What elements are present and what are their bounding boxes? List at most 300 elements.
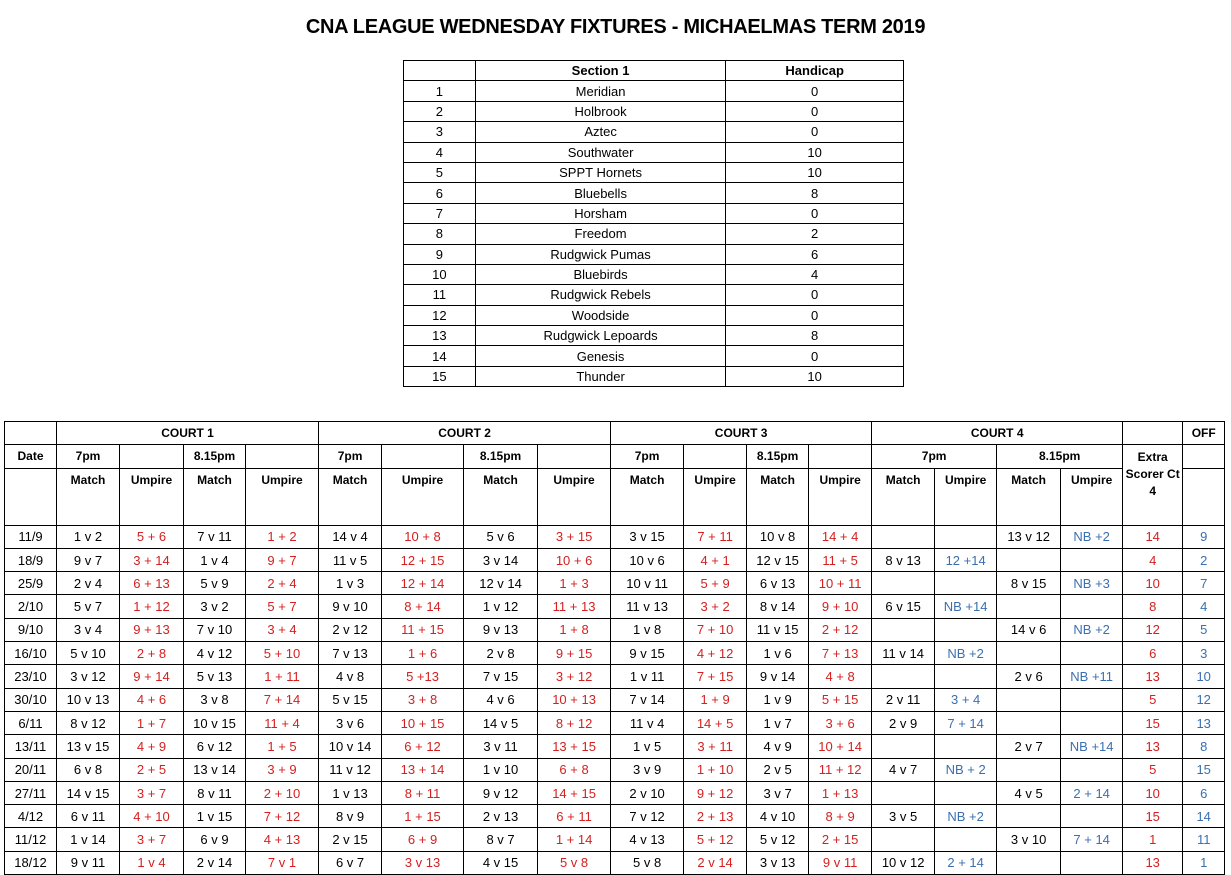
umpire-cell: NB +14 (935, 595, 997, 618)
court-4-header: COURT 4 (872, 422, 1123, 445)
fixtures-body (5, 525, 1225, 874)
umpire-cell: 9 + 13 (120, 618, 184, 641)
fixture-date: 20/11 (5, 758, 57, 781)
fixture-row (5, 805, 1225, 828)
match-cell: 3 v 6 (319, 711, 382, 734)
fixture-row (5, 688, 1225, 711)
match-header: Match (319, 468, 382, 525)
match-header: Match (57, 468, 120, 525)
match-cell: 9 v 10 (319, 595, 382, 618)
team-row (404, 142, 904, 162)
match-cell: 9 v 11 (57, 851, 120, 874)
match-cell: 1 v 6 (747, 642, 809, 665)
match-cell: 14 v 6 (997, 618, 1061, 641)
blank-header (809, 445, 872, 468)
match-cell (997, 595, 1061, 618)
team-row (404, 346, 904, 366)
fixture-row (5, 618, 1225, 641)
match-cell: 2 v 4 (57, 572, 120, 595)
team-number: 11 (404, 285, 476, 305)
fixture-row (5, 758, 1225, 781)
match-cell (997, 688, 1061, 711)
match-cell (997, 548, 1061, 571)
umpire-cell: 2 + 5 (120, 758, 184, 781)
umpire-cell: NB +2 (935, 642, 997, 665)
team-handicap: 0 (726, 203, 904, 223)
blank-header (1183, 468, 1225, 525)
umpire-cell (935, 735, 997, 758)
match-cell: 4 v 8 (319, 665, 382, 688)
date-header: Date (5, 445, 57, 468)
off-cell: 8 (1183, 735, 1225, 758)
umpire-cell: 3 + 6 (809, 711, 872, 734)
match-cell: 9 v 13 (464, 618, 538, 641)
umpire-cell: 14 + 4 (809, 525, 872, 548)
extra-scorer-cell: 5 (1123, 688, 1183, 711)
team-number: 9 (404, 244, 476, 264)
off-cell: 7 (1183, 572, 1225, 595)
fixture-row (5, 572, 1225, 595)
umpire-cell: 1 + 11 (246, 665, 319, 688)
team-handicap: 0 (726, 81, 904, 101)
c4-815-header: 8.15pm (997, 445, 1123, 468)
umpire-header: Umpire (120, 468, 184, 525)
fixture-date: 2/10 (5, 595, 57, 618)
team-name: Genesis (475, 346, 725, 366)
umpire-cell: 5 + 7 (246, 595, 319, 618)
umpire-cell: NB +11 (1061, 665, 1123, 688)
umpire-cell: 5 + 6 (120, 525, 184, 548)
team-name: Rudgwick Rebels (475, 285, 725, 305)
match-header: Match (872, 468, 935, 525)
match-cell (872, 618, 935, 641)
match-cell: 10 v 11 (611, 572, 684, 595)
extra-scorer-cell: 4 (1123, 548, 1183, 571)
c1-7pm-header: 7pm (57, 445, 120, 468)
match-cell: 11 v 14 (872, 642, 935, 665)
match-cell: 2 v 13 (464, 805, 538, 828)
umpire-cell: 1 v 4 (120, 851, 184, 874)
match-cell: 5 v 12 (747, 828, 809, 851)
extra-scorer-cell: 10 (1123, 781, 1183, 804)
team-row (404, 162, 904, 182)
umpire-cell: 1 + 13 (809, 781, 872, 804)
umpire-cell: 9 v 11 (809, 851, 872, 874)
handicap-header: Handicap (726, 61, 904, 81)
umpire-cell: 8 + 12 (538, 711, 611, 734)
courts-header-row (5, 422, 1225, 445)
umpire-cell: 5 +13 (382, 665, 464, 688)
blank-header (538, 445, 611, 468)
umpire-cell (1061, 711, 1123, 734)
umpire-cell: 11 + 15 (382, 618, 464, 641)
team-row (404, 285, 904, 305)
umpire-cell: 1 + 2 (246, 525, 319, 548)
team-handicap: 0 (726, 101, 904, 121)
match-cell: 5 v 10 (57, 642, 120, 665)
match-cell: 1 v 10 (464, 758, 538, 781)
umpire-cell: 11 + 12 (809, 758, 872, 781)
match-cell: 3 v 12 (57, 665, 120, 688)
team-number: 12 (404, 305, 476, 325)
team-handicap: 0 (726, 122, 904, 142)
umpire-cell: 13 + 14 (382, 758, 464, 781)
match-header: Match (611, 468, 684, 525)
umpire-cell: 2 + 14 (935, 851, 997, 874)
team-number: 14 (404, 346, 476, 366)
umpire-cell: 11 + 13 (538, 595, 611, 618)
umpire-cell: 4 + 1 (684, 548, 747, 571)
blank-header (5, 468, 57, 525)
match-cell: 10 v 8 (747, 525, 809, 548)
umpire-cell: 4 + 6 (120, 688, 184, 711)
fixture-row (5, 711, 1225, 734)
team-name: Woodside (475, 305, 725, 325)
umpire-cell (935, 781, 997, 804)
corner-cell (5, 422, 57, 445)
team-handicap: 10 (726, 366, 904, 386)
team-name: Aztec (475, 122, 725, 142)
umpire-cell: 5 + 9 (684, 572, 747, 595)
fixture-date: 6/11 (5, 711, 57, 734)
umpire-cell: 4 + 9 (120, 735, 184, 758)
umpire-cell: 1 + 15 (382, 805, 464, 828)
match-cell: 1 v 3 (319, 572, 382, 595)
team-number: 7 (404, 203, 476, 223)
umpire-cell: 3 + 12 (538, 665, 611, 688)
umpire-cell: 10 + 14 (809, 735, 872, 758)
fixture-row (5, 642, 1225, 665)
umpire-cell (1061, 851, 1123, 874)
match-cell: 9 v 15 (611, 642, 684, 665)
fixture-row (5, 595, 1225, 618)
match-cell: 1 v 15 (184, 805, 246, 828)
umpire-cell: 8 + 9 (809, 805, 872, 828)
umpire-cell: 2 + 12 (809, 618, 872, 641)
fixture-row (5, 525, 1225, 548)
umpire-cell: 3 v 13 (382, 851, 464, 874)
umpire-cell: NB +2 (935, 805, 997, 828)
extra-scorer-cell: 10 (1123, 572, 1183, 595)
match-cell: 11 v 5 (319, 548, 382, 571)
match-cell: 3 v 15 (611, 525, 684, 548)
umpire-cell: 3 + 7 (120, 828, 184, 851)
match-cell: 2 v 9 (872, 711, 935, 734)
match-cell: 10 v 12 (872, 851, 935, 874)
umpire-cell: 6 + 12 (382, 735, 464, 758)
match-cell: 4 v 13 (611, 828, 684, 851)
umpire-cell: 9 + 15 (538, 642, 611, 665)
match-cell: 3 v 5 (872, 805, 935, 828)
team-handicap: 6 (726, 244, 904, 264)
umpire-cell: 6 + 11 (538, 805, 611, 828)
fixture-row (5, 851, 1225, 874)
umpire-cell: 4 + 10 (120, 805, 184, 828)
match-cell: 7 v 14 (611, 688, 684, 711)
umpire-cell: 3 + 15 (538, 525, 611, 548)
match-cell: 13 v 15 (57, 735, 120, 758)
umpire-cell (1061, 595, 1123, 618)
umpire-cell: 1 + 8 (538, 618, 611, 641)
fixture-row (5, 828, 1225, 851)
umpire-cell: 2 v 14 (684, 851, 747, 874)
umpire-cell: 4 + 13 (246, 828, 319, 851)
umpire-cell (935, 525, 997, 548)
team-handicap: 8 (726, 326, 904, 346)
off-cell: 15 (1183, 758, 1225, 781)
match-cell: 7 v 15 (464, 665, 538, 688)
match-cell: 4 v 12 (184, 642, 246, 665)
match-cell (872, 525, 935, 548)
match-cell: 10 v 15 (184, 711, 246, 734)
team-number: 4 (404, 142, 476, 162)
umpire-cell: 3 + 7 (120, 781, 184, 804)
match-cell: 8 v 7 (464, 828, 538, 851)
umpire-cell (1061, 548, 1123, 571)
umpire-cell: NB +14 (1061, 735, 1123, 758)
fixture-date: 11/12 (5, 828, 57, 851)
match-cell: 1 v 8 (611, 618, 684, 641)
team-number: 10 (404, 264, 476, 284)
umpire-cell: 4 + 12 (684, 642, 747, 665)
match-cell: 8 v 9 (319, 805, 382, 828)
umpire-cell: 1 + 5 (246, 735, 319, 758)
match-cell: 9 v 14 (747, 665, 809, 688)
umpire-cell: 6 + 9 (382, 828, 464, 851)
team-name: Bluebells (475, 183, 725, 203)
off-cell: 2 (1183, 548, 1225, 571)
fixture-date: 23/10 (5, 665, 57, 688)
match-cell: 8 v 15 (997, 572, 1061, 595)
team-name: Horsham (475, 203, 725, 223)
umpire-cell (935, 828, 997, 851)
match-cell (872, 665, 935, 688)
fixture-date: 16/10 (5, 642, 57, 665)
match-cell: 2 v 7 (997, 735, 1061, 758)
umpire-cell: 9 + 14 (120, 665, 184, 688)
umpire-cell: 2 + 13 (684, 805, 747, 828)
extra-scorer-cell: 13 (1123, 851, 1183, 874)
match-header: Match (184, 468, 246, 525)
match-cell: 1 v 12 (464, 595, 538, 618)
match-cell: 4 v 5 (997, 781, 1061, 804)
umpire-cell: 11 + 5 (809, 548, 872, 571)
team-number: 15 (404, 366, 476, 386)
umpire-cell: 7 v 1 (246, 851, 319, 874)
umpire-cell: 6 + 13 (120, 572, 184, 595)
umpire-cell: 3 + 8 (382, 688, 464, 711)
umpire-cell: 12 +14 (935, 548, 997, 571)
match-cell: 3 v 11 (464, 735, 538, 758)
match-cell: 3 v 10 (997, 828, 1061, 851)
umpire-cell: 1 + 12 (120, 595, 184, 618)
umpire-cell (935, 572, 997, 595)
c2-815-header: 8.15pm (464, 445, 538, 468)
umpire-cell: 1 + 6 (382, 642, 464, 665)
match-cell: 1 v 11 (611, 665, 684, 688)
team-name: Rudgwick Lepoards (475, 326, 725, 346)
umpire-header: Umpire (809, 468, 872, 525)
umpire-cell: 6 + 8 (538, 758, 611, 781)
umpire-cell: 7 + 15 (684, 665, 747, 688)
off-cell: 14 (1183, 805, 1225, 828)
team-name: Southwater (475, 142, 725, 162)
match-cell: 3 v 8 (184, 688, 246, 711)
blank-header (1183, 445, 1225, 468)
teams-body (404, 81, 904, 387)
match-cell (997, 758, 1061, 781)
umpire-cell: 12 + 14 (382, 572, 464, 595)
team-number: 2 (404, 101, 476, 121)
umpire-cell: 8 + 14 (382, 595, 464, 618)
fixture-date: 4/12 (5, 805, 57, 828)
off-cell: 13 (1183, 711, 1225, 734)
blank-header (684, 445, 747, 468)
match-cell: 11 v 12 (319, 758, 382, 781)
match-cell: 1 v 14 (57, 828, 120, 851)
extra-scorer-cell: 15 (1123, 805, 1183, 828)
page-title: CNA LEAGUE WEDNESDAY FIXTURES - MICHAELMAS TERM 2019 (305, 16, 926, 38)
umpire-header: Umpire (684, 468, 747, 525)
team-number: 8 (404, 224, 476, 244)
match-cell: 1 v 2 (57, 525, 120, 548)
match-cell: 2 v 14 (184, 851, 246, 874)
match-cell: 1 v 7 (747, 711, 809, 734)
fixtures-table (4, 421, 1225, 875)
match-header: Match (747, 468, 809, 525)
blank-header (382, 445, 464, 468)
match-cell: 10 v 14 (319, 735, 382, 758)
umpire-cell: 14 + 5 (684, 711, 747, 734)
match-cell: 7 v 12 (611, 805, 684, 828)
fixture-date: 25/9 (5, 572, 57, 595)
team-handicap: 10 (726, 162, 904, 182)
match-cell: 11 v 4 (611, 711, 684, 734)
team-handicap: 0 (726, 285, 904, 305)
extra-scorer-header: Extra Scorer Ct 4 (1123, 445, 1183, 525)
umpire-header: Umpire (538, 468, 611, 525)
team-row (404, 122, 904, 142)
extra-scorer-cell: 8 (1123, 595, 1183, 618)
match-cell: 8 v 14 (747, 595, 809, 618)
match-cell: 2 v 8 (464, 642, 538, 665)
court-3-header: COURT 3 (611, 422, 872, 445)
times-header-row (5, 445, 1225, 468)
match-cell: 12 v 15 (747, 548, 809, 571)
umpire-cell: 3 + 2 (684, 595, 747, 618)
match-cell: 11 v 15 (747, 618, 809, 641)
match-cell: 11 v 13 (611, 595, 684, 618)
umpire-cell: 7 + 14 (246, 688, 319, 711)
match-cell: 7 v 10 (184, 618, 246, 641)
match-cell: 6 v 7 (319, 851, 382, 874)
umpire-cell: 5 + 12 (684, 828, 747, 851)
match-cell (997, 851, 1061, 874)
team-name: Rudgwick Pumas (475, 244, 725, 264)
umpire-cell: 5 + 15 (809, 688, 872, 711)
extra-scorer-cell: 6 (1123, 642, 1183, 665)
match-cell: 3 v 2 (184, 595, 246, 618)
match-cell (997, 711, 1061, 734)
match-cell: 9 v 7 (57, 548, 120, 571)
match-cell (997, 805, 1061, 828)
fixture-row (5, 665, 1225, 688)
team-row (404, 224, 904, 244)
umpire-cell: 7 + 12 (246, 805, 319, 828)
off-cell: 1 (1183, 851, 1225, 874)
umpire-cell: NB + 2 (935, 758, 997, 781)
umpire-cell: 10 + 15 (382, 711, 464, 734)
teams-num-header (404, 61, 476, 81)
match-cell: 5 v 6 (464, 525, 538, 548)
team-handicap: 4 (726, 264, 904, 284)
umpire-cell (1061, 758, 1123, 781)
off-header: OFF (1183, 422, 1225, 445)
umpire-header: Umpire (935, 468, 997, 525)
extra-scorer-cell: 15 (1123, 711, 1183, 734)
umpire-cell: 1 + 9 (684, 688, 747, 711)
umpire-header: Umpire (246, 468, 319, 525)
umpire-cell: 1 + 3 (538, 572, 611, 595)
match-cell (872, 828, 935, 851)
umpire-cell: 7 + 14 (1061, 828, 1123, 851)
umpire-cell: NB +2 (1061, 618, 1123, 641)
match-cell: 4 v 10 (747, 805, 809, 828)
c2-7pm-header: 7pm (319, 445, 382, 468)
team-row (404, 203, 904, 223)
umpire-cell: 5 + 10 (246, 642, 319, 665)
off-cell: 12 (1183, 688, 1225, 711)
umpire-cell: 2 + 8 (120, 642, 184, 665)
umpire-header: Umpire (382, 468, 464, 525)
extra-scorer-cell: 5 (1123, 758, 1183, 781)
match-cell: 5 v 9 (184, 572, 246, 595)
match-cell: 7 v 13 (319, 642, 382, 665)
match-header: Match (997, 468, 1061, 525)
team-row (404, 183, 904, 203)
umpire-cell: 7 + 14 (935, 711, 997, 734)
fixture-row (5, 548, 1225, 571)
match-cell: 9 v 12 (464, 781, 538, 804)
fixture-date: 27/11 (5, 781, 57, 804)
match-cell: 4 v 6 (464, 688, 538, 711)
team-name: Holbrook (475, 101, 725, 121)
match-cell: 1 v 4 (184, 548, 246, 571)
umpire-cell: 3 + 4 (246, 618, 319, 641)
team-row (404, 264, 904, 284)
off-cell: 3 (1183, 642, 1225, 665)
court-2-header: COURT 2 (319, 422, 611, 445)
umpire-cell: 4 + 8 (809, 665, 872, 688)
umpire-cell: 2 + 4 (246, 572, 319, 595)
team-name: Thunder (475, 366, 725, 386)
umpire-cell (1061, 688, 1123, 711)
umpire-cell (1061, 805, 1123, 828)
umpire-cell: 1 + 14 (538, 828, 611, 851)
umpire-cell: 7 + 11 (684, 525, 747, 548)
match-cell: 3 v 7 (747, 781, 809, 804)
umpire-cell: 1 + 10 (684, 758, 747, 781)
match-cell: 5 v 15 (319, 688, 382, 711)
match-cell: 1 v 13 (319, 781, 382, 804)
match-cell: 2 v 5 (747, 758, 809, 781)
match-cell (872, 735, 935, 758)
umpire-cell: 3 + 11 (684, 735, 747, 758)
team-name: Bluebirds (475, 264, 725, 284)
match-cell: 4 v 15 (464, 851, 538, 874)
fixture-date: 11/9 (5, 525, 57, 548)
team-handicap: 0 (726, 305, 904, 325)
